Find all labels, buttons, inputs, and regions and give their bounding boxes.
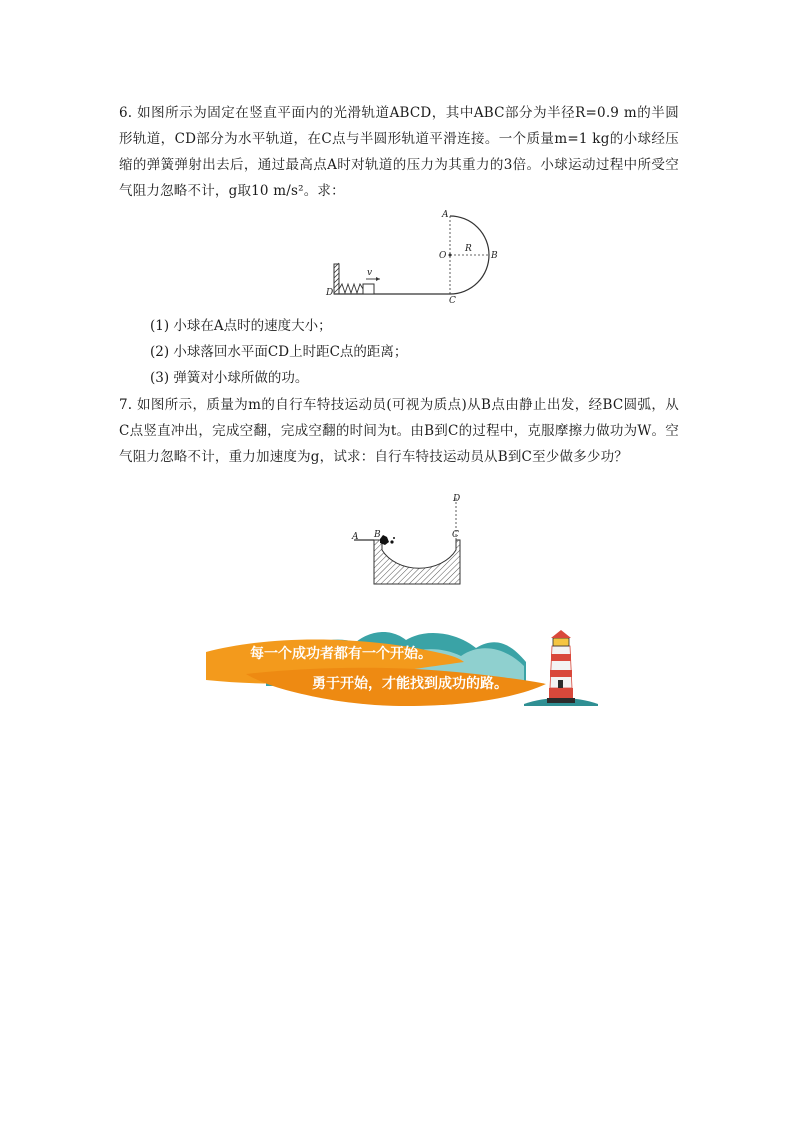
question-6-text: 6. 如图所示为固定在竖直平面内的光滑轨道ABCD，其中ABC部分为半径R=0.9 m的半圆形轨道，CD部分为水平轨道，在C点与半圆形轨道平滑连接。一个质量m=1 kg的小球经压缩的弹簧弹射出去后，通过最高点A时对轨道的压力为其重力的3倍。小球运动过程中所受空气阻力忽略不计，g取10 m/s²。求： xyxy=(119,105,679,199)
question-6-part-2: (2) 小球落回水平面CD上时距C点的距离； xyxy=(150,344,408,360)
banner-line-1: 每一个成功者都有一个开始。 xyxy=(250,646,432,662)
question-7-figure xyxy=(350,490,470,586)
label-C: C xyxy=(452,530,459,540)
question-6-part-1: (1) 小球在A点时的速度大小； xyxy=(150,318,332,334)
question-6-figure xyxy=(318,206,508,304)
label-v: v xyxy=(367,268,373,278)
lighthouse-icon xyxy=(547,630,575,703)
label-C: C xyxy=(449,296,456,304)
banner-graphic xyxy=(206,626,600,710)
halfpipe-diagram xyxy=(350,490,470,586)
label-D: D xyxy=(326,288,334,298)
banner-line-2: 勇于开始，才能找到成功的路。 xyxy=(312,676,508,692)
label-R: R xyxy=(465,244,472,254)
label-O: O xyxy=(439,251,447,261)
track-diagram xyxy=(318,206,508,304)
label-A: A xyxy=(442,210,449,220)
label-A: A xyxy=(352,532,359,542)
label-B: B xyxy=(374,530,381,540)
question-6-part-3: (3) 弹簧对小球所做的功。 xyxy=(150,370,309,386)
label-D: D xyxy=(453,494,461,504)
question-7-text: 7. 如图所示，质量为m的自行车特技运动员(可视为质点)从B点由静止出发，经BC圆弧，从C点竖直冲出，完成空翻，完成空翻的时间为t。由B到C的过程中，克服摩擦力做功为W。空气阻力忽略不计，重力加速度为g，试求：自行车特技运动员从B到C至少做多少功？ xyxy=(119,397,679,465)
label-B: B xyxy=(491,251,498,261)
motivational-banner xyxy=(206,626,600,710)
